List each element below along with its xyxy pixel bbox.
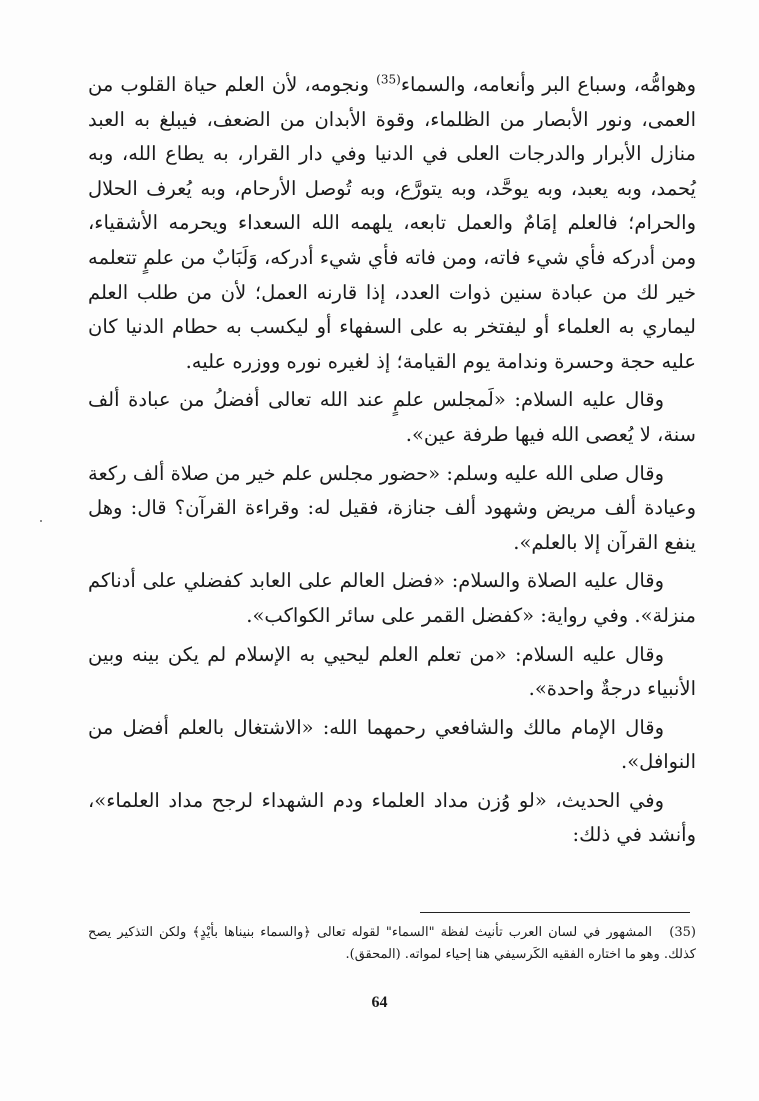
footnote-separator: [420, 912, 690, 913]
paragraph-3: وقال صلى الله عليه وسلم: «حضور مجلس علم خير من صلاة ألف ركعة وعيادة ألف مريض وشهود ألف جنازة، فقيل له: وقراءة القرآن؟ قال: وهل ينفع القرآن إلا بالعلم».: [88, 461, 696, 554]
paragraph-7: وفي الحديث، «لو وُزن مداد العلماء ودم الشهداء لرجح مداد العلماء»، وأنشد في ذلك:: [88, 788, 696, 847]
paragraph-1-text-a: وهوامُّه، وسباع البر وأنعامه، والسماء: [400, 73, 696, 96]
scan-speck: [40, 520, 42, 522]
footnote-number: (35): [669, 925, 696, 940]
paragraph-2: وقال عليه السلام: «لَمجلس علمٍ عند الله تعالى أفضلُ من عبادة ألف سنة، لا يُعصى الله فيها طرفة عين».: [88, 388, 696, 446]
main-text: [88, 68, 696, 853]
footnote-text: المشهور في لسان العرب تأنيث لفظة "السماء" لقوله تعالى ﴿والسماء بنيناها بأيْدٍ﴾ ولكن التذكير يصح كذلك. وهو ما اختاره الفقيه الكَرسيفي هنا إحياء لمواته. (المحقق).: [88, 925, 696, 962]
paragraph-6: وقال الإمام مالك والشافعي رحمهما الله: «الاشتغال بالعلم أفضل من النوافل».: [88, 715, 696, 774]
footnote-reference[interactable]: (35): [376, 72, 401, 87]
page-number: 64: [371, 994, 388, 1011]
paragraph-4: وقال عليه الصلاة والسلام: «فضل العالم على العابد كفضلي على أدناكم منزلة». وفي رواية: «كفضل القمر على سائر الكواكب».: [88, 569, 696, 627]
paragraph-5: وقال عليه السلام: «من تعلم العلم ليحيي به الإسلام لم يكن بينه وبين الأنبياء درجةٌ واحدة».: [88, 642, 696, 701]
paragraph-1-text-b: ونجومه، لأن العلم حياة القلوب من العمى، ونور الأبصار من الظلماء، وقوة الأبدان من الضعف، فيبلغ به العبد منازل الأبرار والدرجات العلى في الدنيا وفي دار القرار، به يطاع الله، وبه يُحمد، وبه يعبد، وبه يوحَّد، وبه يتورَّع، وبه تُوصل الأرحام، وبه يُعرف الحلال والحرام؛ فالعلم إمَامٌ والعمل تابعه، يلهمه الله السعداء ويحرمه الأشقياء، ومن أدركه فأي شيء فاته، ومن فاته فأي شيء أدركه، وَلَبَابٌ من علمٍ تتعلمه خير لك من عبادة سنين ذوات العدد، إذا قارنه العمل؛ لأن من طلب العلم ليماري به العلماء أو ليفتخر به على السفهاء أو ليكسب به حطام الدنيا كان عليه حجة وحسرة وندامة يوم القيامة؛ إذ لغيره نوره ووزره عليه.: [88, 73, 696, 373]
footnote: [88, 922, 696, 966]
paragraph-1: [88, 68, 696, 379]
